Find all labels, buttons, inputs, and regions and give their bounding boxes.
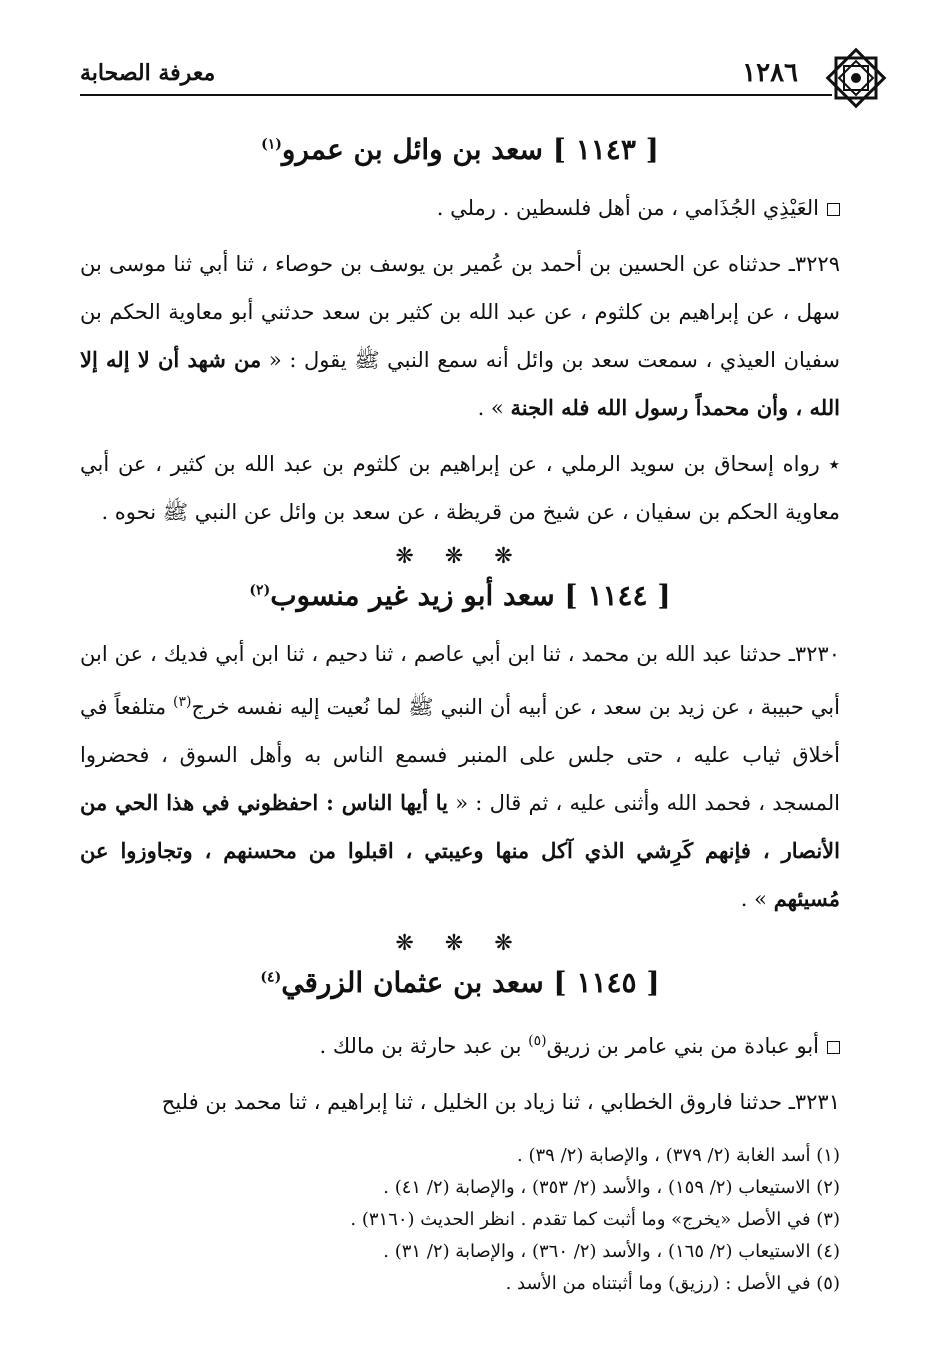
- page-body: [80, 125, 840, 1134]
- square-bullet-icon: [827, 203, 840, 216]
- footnote-ref: (٣): [173, 694, 192, 710]
- square-bullet-icon: [827, 1041, 840, 1054]
- entry-name: سعد بن عثمان الزرقي: [281, 966, 544, 999]
- hadith-text: ٣٢٢٩ـ حدثناه عن الحسين بن أحمد بن عُمير بن يوسف بن حوصاء ، ثنا أبي ثنا موسى بن سهل ، عن إبراهيم بن كلثوم ، عن عبد الله بن كثير بن سعد حدثني أبو معاوية الحكم بن سفيان العيذي ، سمعت سعد بن وائل أنه سمع النبي ﷺ يقول : «: [80, 252, 840, 372]
- footnote-ref: (٢): [249, 582, 271, 599]
- entry-number: ١١٤٥: [576, 966, 637, 999]
- footnote-3: (٣) في الأصل «يخرج» وما أثبت كما تقدم . انظر الحديث (٣١٦٠) .: [350, 1209, 840, 1230]
- running-title: معرفة الصحابة: [80, 60, 216, 86]
- hadith-text: ٣٢٣٠ـ حدثنا عبد الله بن محمد ، ثنا ابن أبي عاصم ، ثنا دحيم ، ثنا ابن أبي فديك ، عن ابن أبي حبيبة ، عن زيد بن سعد ، عن أبيه أن النبي ﷺ لما نُعيت إليه نفسه خرج: [80, 642, 840, 719]
- hadith-3230: [80, 630, 840, 923]
- section-separator: ❋ ❋ ❋: [395, 931, 525, 956]
- footnote-2: (٢) الاستيعاب (٢/ ١٥٩) ، والأسد (٢/ ٣٥٣) ، والإصابة (٢/ ٤١) .: [383, 1177, 840, 1198]
- entry-intro: [80, 184, 840, 232]
- riwaya-note: ٭ رواه إسحاق بن سويد الرملي ، عن إبراهيم بن كلثوم بن عبد الله بن كثير ، عن أبي معاوية الحكم بن سفيان ، عن شيخ من قريظة ، عن سعد بن وائل عن النبي ﷺ نحوه .: [80, 452, 840, 524]
- hadith-end: » .: [740, 887, 767, 911]
- footnote-ref: (١): [261, 136, 282, 153]
- page-number: ١٢٨٦: [742, 58, 798, 88]
- footnote-ref: (٥): [528, 1033, 547, 1049]
- hadith-text-cont: متلفعاً في أخلاق ثياب عليه ، حتى جلس على المنبر فسمع الناس به وأهل السوق ، فحضروا المسجد ، فحمد الله وأثنى عليه ، ثم قال : «: [80, 695, 840, 815]
- intro-text: العَيْذِي الجُذَامي ، من أهل فلسطين . رملي .: [436, 196, 819, 220]
- footnote-1: (١) أسد الغابة (٢/ ٣٧٩) ، والإصابة (٢/ ٣٩) .: [517, 1145, 840, 1166]
- hadith-end: » .: [477, 396, 504, 420]
- footnote-4: (٤) الاستيعاب (٢/ ١٦٥) ، والأسد (٢/ ٣٦٠) ، والإصابة (٢/ ٣١) .: [383, 1241, 840, 1262]
- header-rule: [80, 94, 832, 96]
- footnote-ref: (٤): [260, 969, 282, 986]
- entry-name: سعد أبو زيد غير منسوب: [270, 579, 555, 612]
- hadith-3231: ٣٢٣١ـ حدثنا فاروق الخطابي ، ثنا زياد بن الخليل ، ثنا إبراهيم ، ثنا محمد بن فليح: [161, 1090, 840, 1114]
- entry-number: ١١٤٤: [587, 579, 648, 612]
- intro-text-cont: بن عبد حارثة بن مالك .: [319, 1034, 522, 1058]
- entry-title-1144: [ ١١٤٤ ] سعد أبو زيد غير منسوب$^{(٢)}$: [249, 579, 671, 612]
- entry-name: سعد بن وائل بن عمرو: [281, 133, 543, 166]
- hadith-3229: [80, 240, 840, 432]
- hadith-matn: من شهد أن لا إله إلا الله ، وأن محمداً رسول الله فله الجنة: [80, 347, 840, 420]
- hadith-matn: يا أيها الناس : احفظوني في هذا الحي من الأنصار ، فإنهم كَرِشي الذي آكل منها وعيبتي ، اقبلوا من محسنهم ، وتجاوزوا عن مُسيئهم: [80, 790, 840, 911]
- footnote-5: (٥) في الأصل : (رزيق) وما أثبتناه من الأسد .: [505, 1273, 840, 1294]
- footnotes: [80, 1140, 840, 1300]
- entry-number: ١١٤٣: [575, 133, 636, 166]
- page-header: [80, 40, 840, 100]
- section-separator: ❋ ❋ ❋: [395, 544, 525, 569]
- octagram-ornament-icon: [824, 46, 888, 110]
- entry-title-1143: [ ١١٤٣ ] سعد بن وائل بن عمرو$^{(١)}$: [261, 133, 659, 166]
- entry-title-1145: [ ١١٤٥ ] سعد بن عثمان الزرقي$^{(٤)}$: [260, 966, 660, 999]
- entry-intro: [80, 1017, 840, 1070]
- intro-text: أبو عبادة من بني عامر بن زريق: [546, 1034, 819, 1058]
